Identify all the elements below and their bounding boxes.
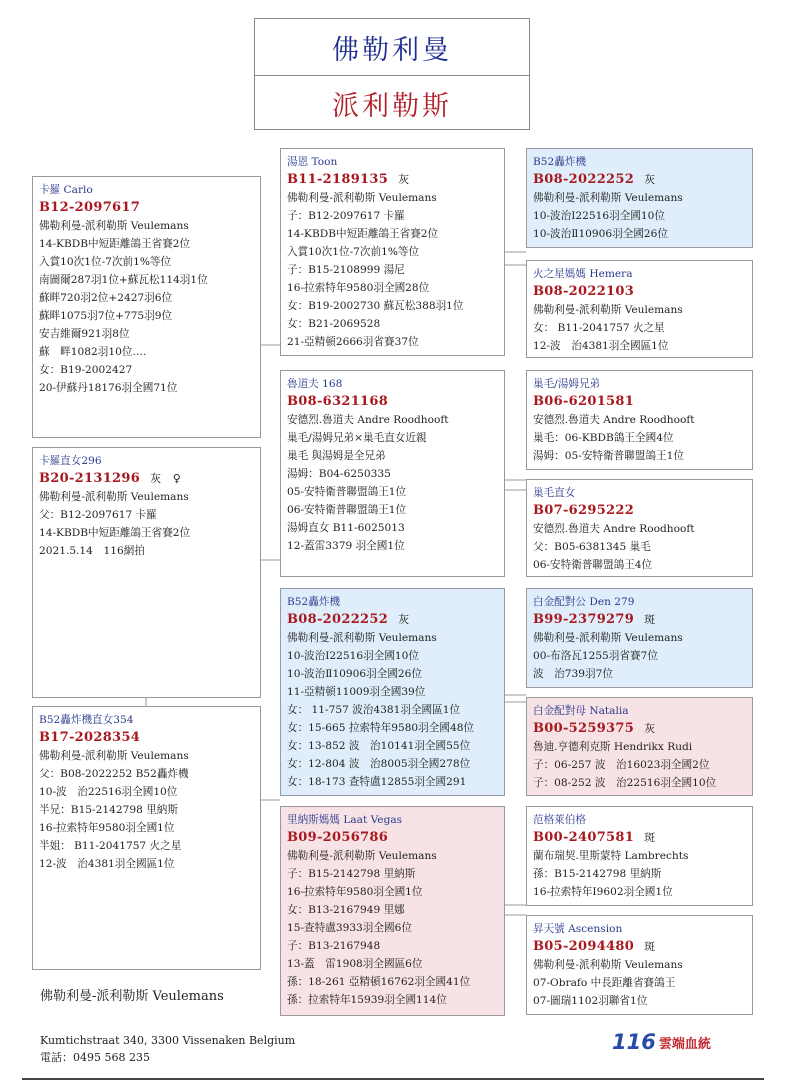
ring-number: B05-2094480 斑 [533, 939, 656, 954]
info-line: 湯姆直女 B11-6025013 [287, 522, 405, 534]
info-line: 女：13-852 波 治10141羽全國55位 [287, 740, 471, 752]
pigeon-name: 湯恩 Toon [287, 156, 338, 168]
info-line: 巢毛：06-KBDB鴿王全國4位 [533, 432, 674, 444]
pigeon-name: 范格萊伯格 [533, 814, 586, 826]
info-line: 16-拉索特年9580羽全國1位 [39, 822, 175, 834]
info-line: 佛勒利曼-派利勒斯 Veulemans [287, 632, 437, 644]
info-line: 女：12-804 波 治8005羽全國278位 [287, 758, 471, 770]
info-line: 佛勒利曼-派利勒斯 Veulemans [287, 850, 437, 862]
info-line: 子：B15-2142798 里納斯 [287, 868, 416, 880]
info-line: 巢毛/湯姆兄弟×巢毛直女近親 [287, 432, 427, 444]
info-line: 10-波 治22516羽全國10位 [39, 786, 178, 798]
info-line: 孫：B15-2142798 里納斯 [533, 868, 662, 880]
info-line: 13-蓋 雷1908羽全國區6位 [287, 958, 423, 970]
info-line: 佛勒利曼-派利勒斯 Veulemans [39, 491, 189, 503]
pigeon-name: 巢毛直女 [533, 487, 576, 499]
phone: 電話：0495 568 235 [40, 1051, 150, 1064]
ring-number: B09-2056786 [287, 830, 389, 845]
info-line: 14-KBDB中短距離鴿王省賽2位 [287, 228, 439, 240]
address: Kumtichstraat 340, 3300 Vissenaken Belgium [40, 1034, 296, 1047]
info-line: 07-圖瑞1102羽聯省1位 [533, 995, 648, 1007]
ring-number: B20-2131296 灰 ♀ [39, 471, 182, 486]
info-line: 孫：拉索特年15939羽全國114位 [287, 994, 447, 1006]
pigeon-name: B52轟炸機 [533, 156, 587, 168]
pigeon-name: 白金配對公 Den 279 [533, 596, 635, 608]
info-line: 14-KBDB中短距離鴿王省賽2位 [39, 238, 191, 250]
info-line: 佛勒利曼-派利勒斯 Veulemans [39, 220, 189, 232]
pigeon-name: 昇天號 Ascension [533, 923, 623, 935]
info-line: 15-查特盧3933羽全國6位 [287, 922, 412, 934]
info-line: 半姐： B11-2041757 火之星 [39, 840, 182, 852]
info-line: 波 治739羽7位 [533, 668, 613, 680]
info-line: 蘇畔1075羽7位+775羽9位 [39, 310, 173, 322]
ring-number: B00-2407581 斑 [533, 830, 656, 845]
info-line: 孫：18-261 亞精頓16762羽全國41位 [287, 976, 471, 988]
ss-sire-card [526, 148, 753, 248]
info-line: 蘇 畔1082羽10位…. [39, 346, 147, 358]
dd-dam-card [526, 915, 753, 1015]
breeder-name-line-2: 派利勒斯 [332, 91, 452, 122]
info-line: 子：B13-2167948 [287, 940, 381, 952]
info-line: 女：B19-2002427 [39, 364, 133, 376]
info-line: 半兄：B15-2142798 里納斯 [39, 804, 178, 816]
info-line: 安德烈.魯道夫 Andre Roodhooft [533, 414, 695, 426]
ring-number: B99-2379279 斑 [533, 612, 656, 627]
sd-sire-card [526, 370, 753, 470]
breeder-name-line-1: 佛勒利曼 [255, 19, 529, 76]
pigeon-name: 巢毛/湯姆兄弟 [533, 378, 601, 390]
info-line: 2021.5.14 116網拍 [39, 545, 145, 557]
info-line: 06-安特衛普聯盟鴿王1位 [287, 504, 407, 516]
ss-dam-card [526, 260, 753, 358]
info-line: 子：B12-2097617 卡羅 [287, 210, 405, 222]
info-line: 11-亞精頓11009羽全國39位 [287, 686, 426, 698]
ring-number: B12-2097617 [39, 200, 141, 215]
ring-number: B08-2022103 [533, 284, 635, 299]
info-line: 16-拉索特年Ⅰ9602羽全國1位 [533, 886, 673, 898]
ring-number: B07-6295222 [533, 503, 635, 518]
info-line: 10-波治Ⅰ22516羽全國10位 [533, 210, 665, 222]
sibling-pigeon-card [32, 447, 261, 698]
ring-number: B00-5259375 灰 [533, 721, 656, 736]
logo-text: 雲端血統 [658, 1036, 711, 1052]
info-line: 女：B13-2167949 里娜 [287, 904, 405, 916]
bottom-divider [22, 1078, 764, 1080]
ring-number: B08-6321168 [287, 394, 389, 409]
info-line: 巢毛 與湯姆是全兄弟 [287, 450, 386, 462]
info-line: 蘭布瑞契.里斯蒙特 Lambrechts [533, 850, 689, 862]
info-line: 父：B12-2097617 卡羅 [39, 509, 157, 521]
dd-sire-card [526, 806, 753, 906]
dam-dam-card [280, 806, 505, 1016]
pigeon-name: 魯道夫 168 [287, 378, 343, 390]
info-line: 安德烈.魯道夫 Andre Roodhooft [533, 523, 695, 535]
dam-pigeon-card [32, 706, 261, 970]
info-line: 佛勒利曼-派利勒斯 Veulemans [533, 959, 683, 971]
info-line: 20-伊蘇丹18176羽全國71位 [39, 382, 178, 394]
site-logo [612, 1030, 711, 1054]
info-line: 10-波治Ⅰ22516羽全國10位 [287, 650, 419, 662]
info-line: 佛勒利曼-派利勒斯 Veulemans [287, 192, 437, 204]
info-line: 16-拉索特年9580羽全國28位 [287, 282, 430, 294]
info-line: 安德烈.魯道夫 Andre Roodhooft [287, 414, 449, 426]
pigeon-name: B52轟炸機直女354 [39, 714, 134, 726]
info-line: 佛勒利曼-派利勒斯 Veulemans [533, 632, 683, 644]
info-line: 06-安特衛普聯盟鴿王4位 [533, 559, 653, 571]
info-line: 女：15-665 拉索特年9580羽全國48位 [287, 722, 475, 734]
info-line: 湯姆：05-安特衛普聯盟鴿王1位 [533, 450, 684, 462]
subject-pigeon-card [32, 176, 261, 438]
pigeon-name: B52轟炸機 [287, 596, 341, 608]
info-line: 子：06-257 波 治16023羽全國2位 [533, 759, 710, 771]
info-line: 12-波 治4381羽全國區1位 [39, 858, 175, 870]
ring-number: B17-2028354 [39, 730, 141, 745]
info-line: 女：18-173 查特盧12855羽全國291 [287, 776, 467, 788]
info-line: 女： B11-2041757 火之星 [533, 322, 665, 334]
info-line: 湯姆：B04-6250335 [287, 468, 391, 480]
info-line: 女：B19-2002730 蘇瓦松388羽1位 [287, 300, 464, 312]
pigeon-name: 里納斯媽媽 Laat Vegas [287, 814, 403, 826]
sire-dam-card [280, 370, 505, 577]
info-line: 魯迪.亨德利克斯 Hendrikx Rudi [533, 741, 693, 753]
info-line: 父：B05-6381345 巢毛 [533, 541, 651, 553]
pigeon-name: 卡羅 Carlo [39, 184, 93, 196]
pigeon-name: 火之星媽媽 Hemera [533, 268, 633, 280]
info-line: 10-波治Ⅱ10906羽全國26位 [287, 668, 423, 680]
ring-number: B08-2022252 灰 [533, 172, 656, 187]
info-line: 佛勒利曼-派利勒斯 Veulemans [533, 304, 683, 316]
info-line: 入賞10次1位-7次前1%等位 [39, 256, 172, 268]
info-line: 子：B15-2108999 湯尼 [287, 264, 405, 276]
info-line: 蘇畔720羽2位+2427羽6位 [39, 292, 173, 304]
pigeon-name: 卡羅直女296 [39, 455, 102, 467]
sd-dam-card [526, 479, 753, 577]
info-line: 14-KBDB中短距離鴿王省賽2位 [39, 527, 191, 539]
info-line: 10-波治Ⅱ10906羽全國26位 [533, 228, 669, 240]
info-line: 12-蓋雷3379 羽全國1位 [287, 540, 405, 552]
breeder-signature: 佛勒利曼-派利勒斯 Veulemans [40, 989, 224, 1004]
ring-number: B08-2022252 灰 [287, 612, 410, 627]
info-line: 入賞10次1位-7次前1%等位 [287, 246, 420, 258]
ring-number: B06-6201581 [533, 394, 635, 409]
sire-sire-card [280, 148, 505, 356]
info-line: 子：08-252 波 治22516羽全國10位 [533, 777, 717, 789]
info-line: 12-波 治4381羽全國區1位 [533, 340, 669, 352]
ring-number: B11-2189135 灰 [287, 172, 410, 187]
ds-dam-card [526, 697, 753, 796]
info-line: 佛勒利曼-派利勒斯 Veulemans [533, 192, 683, 204]
info-line: 佛勒利曼-派利勒斯 Veulemans [39, 750, 189, 762]
info-line: 07-Obrafo 中長距離省賽鴿王 [533, 977, 676, 989]
info-line: 21-亞精頓2666羽省賽37位 [287, 336, 419, 348]
info-line: 女： 11-757 波治4381羽全國區1位 [287, 704, 461, 716]
info-line: 16-拉索特年9580羽全國1位 [287, 886, 423, 898]
info-line: 05-安特衛普聯盟鴿王1位 [287, 486, 407, 498]
pigeon-name: 白金配對母 Natalia [533, 705, 629, 717]
info-line: 父：B08-2022252 B52轟炸機 [39, 768, 189, 780]
info-line: 00-布洛瓦1255羽省賽7位 [533, 650, 658, 662]
dam-sire-card [280, 588, 505, 796]
info-line: 女：B21-2069528 [287, 318, 381, 330]
logo-number: 116 [612, 1030, 656, 1054]
info-line: 南圖爾287羽1位+蘇瓦松114羽1位 [39, 274, 208, 286]
contact-info [40, 1032, 295, 1066]
info-line: 安吉維爾921羽8位 [39, 328, 130, 340]
ds-sire-card [526, 588, 753, 688]
